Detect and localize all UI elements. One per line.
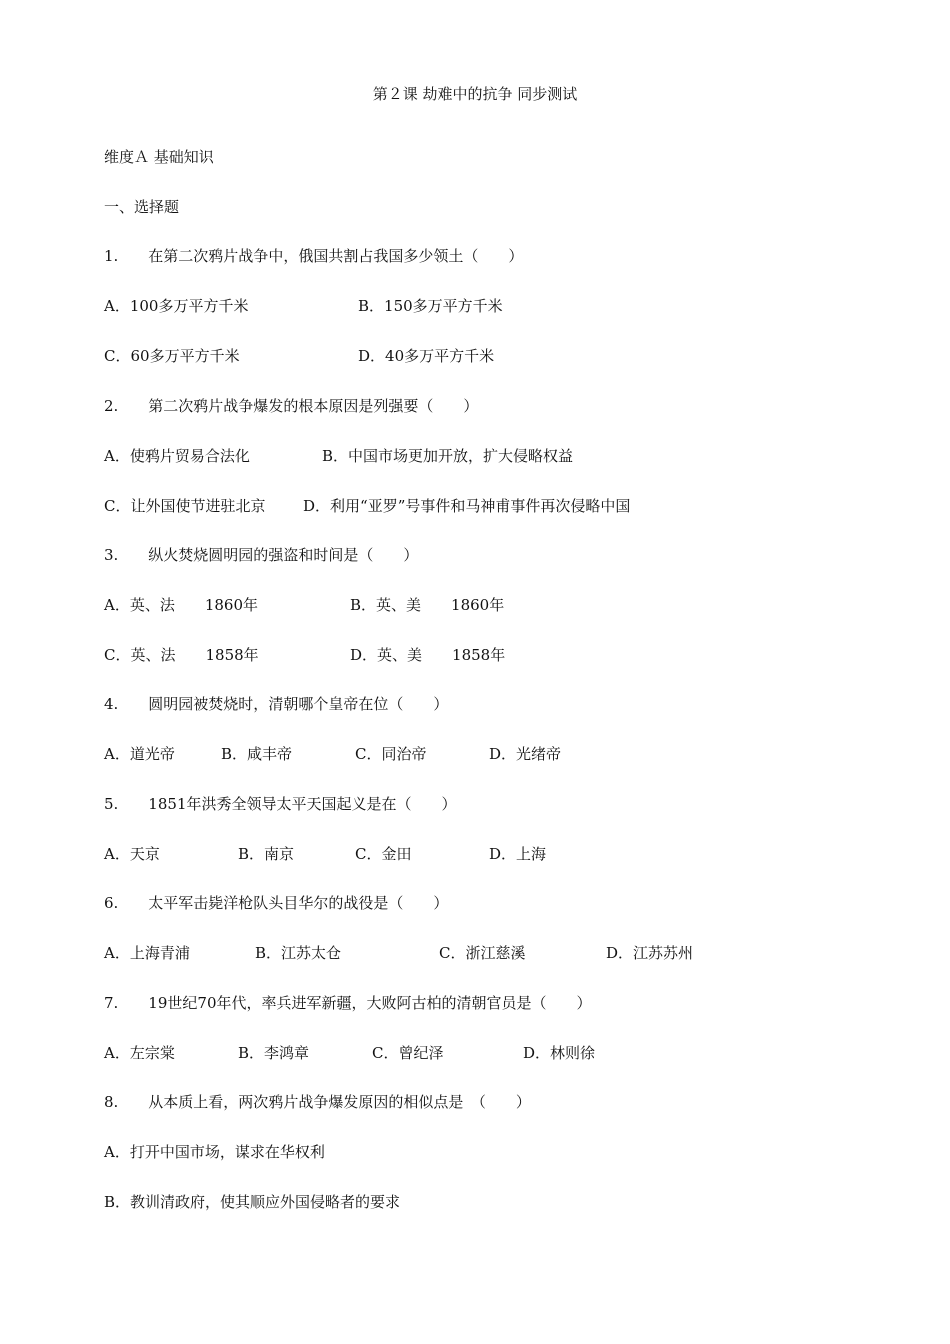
question-1-option-a: A．100多万平方千米 [104, 297, 249, 315]
question-1-option-c: C．60多万平方千米 [104, 347, 240, 365]
question-7-option-c: C．曾纪泽 [372, 1044, 444, 1062]
question-3-option-b: B．英、美 1860年 [350, 596, 505, 614]
question-5-option-b: B．南京 [238, 845, 295, 863]
page-title: 第２课 劫难中的抗争 同步测试 [372, 85, 578, 103]
question-7-option-d: D．林则徐 [523, 1044, 596, 1062]
question-1-stem: 1. 在第二次鸦片战争中，俄国共割占我国多少领土（ ） [104, 247, 524, 265]
question-3-option-d: D．英、美 1858年 [350, 646, 506, 664]
question-8-option-a: A．打开中国市场，谋求在华权利 [104, 1143, 325, 1161]
question-5-option-d: D．上海 [489, 845, 547, 863]
question-3-option-a: A．英、法 1860年 [104, 596, 259, 614]
part-heading: 一、选择题 [104, 198, 180, 216]
question-4-option-a: A．道光帝 [104, 745, 175, 763]
question-7-option-a: A．左宗棠 [104, 1044, 175, 1062]
question-4-option-d: D．光绪帝 [489, 745, 562, 763]
question-4-option-c: C．同治帝 [355, 745, 427, 763]
question-6-option-b: B．江苏太仓 [255, 944, 342, 962]
question-6-option-d: D．江苏苏州 [606, 944, 694, 962]
question-1-option-b: B．150多万平方千米 [358, 297, 503, 315]
question-2-option-b: B．中国市场更加开放，扩大侵略权益 [322, 447, 574, 465]
question-5-option-a: A．天京 [104, 845, 160, 863]
question-2-option-d: D．利用“亚罗”号事件和马神甫事件再次侵略中国 [303, 497, 631, 515]
question-5-stem: 5. 1851年洪秀全领导太平天国起义是在（ ） [104, 795, 457, 813]
question-2-option-c: C．让外国使节进驻北京 [104, 497, 266, 515]
question-6-option-a: A．上海青浦 [104, 944, 190, 962]
question-4-option-b: B．咸丰帝 [221, 745, 293, 763]
question-6-option-c: C．浙江慈溪 [439, 944, 526, 962]
question-3-option-c: C．英、法 1858年 [104, 646, 259, 664]
question-2-option-a: A．使鸦片贸易合法化 [104, 447, 250, 465]
question-8-option-b: B．教训清政府，使其顺应外国侵略者的要求 [104, 1193, 401, 1211]
section-heading: 维度Ａ 基础知识 [104, 148, 214, 166]
question-8-stem: 8. 从本质上看，两次鸦片战争爆发原因的相似点是 （ ） [104, 1093, 531, 1111]
question-7-stem: 7. 19世纪70年代，率兵进军新疆，大败阿古柏的清朝官员是（ ） [104, 994, 592, 1012]
question-3-stem: 3. 纵火焚烧圆明园的强盗和时间是（ ） [104, 546, 419, 564]
question-2-stem: 2. 第二次鸦片战争爆发的根本原因是列强要（ ） [104, 397, 479, 415]
question-6-stem: 6. 太平军击毙洋枪队头目华尔的战役是（ ） [104, 894, 449, 912]
question-7-option-b: B．李鸿章 [238, 1044, 310, 1062]
question-5-option-c: C．金田 [355, 845, 412, 863]
question-1-option-d: D．40多万平方千米 [358, 347, 495, 365]
question-4-stem: 4. 圆明园被焚烧时，清朝哪个皇帝在位（ ） [104, 695, 449, 713]
